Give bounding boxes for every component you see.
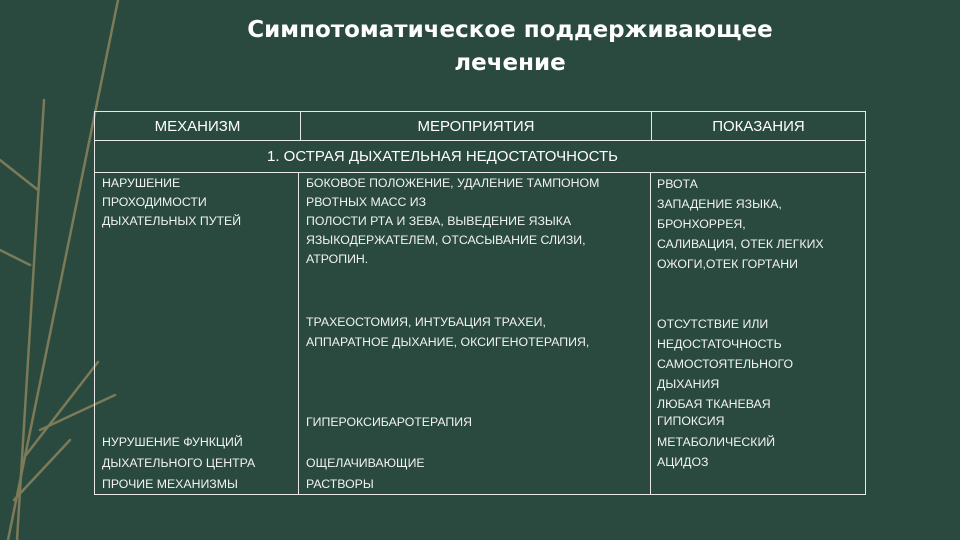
measures-hyperbaric: ГИПЕРОКСИБАРОТЕРАПИЯ — [306, 415, 472, 429]
cell-line: ДЫХАТЕЛЬНЫХ ПУТЕЙ — [102, 214, 242, 228]
cell-line: АЦИДОЗ — [657, 455, 709, 469]
cell-line: ПРОЧИЕ МЕХАНИЗМЫ — [102, 477, 238, 491]
indications-vomiting — [657, 174, 824, 274]
cell-line: ОЖОГИ,ОТЕК ГОРТАНИ — [657, 257, 798, 271]
cell-line: РАСТВОРЫ — [306, 477, 374, 491]
cell-line: РВОТА — [657, 177, 698, 191]
table-divider — [298, 172, 299, 494]
cell-line: ОТСУТСТВИЕ ИЛИ — [657, 317, 769, 331]
cell-line: ДЫХАТЕЛЬНОГО ЦЕНТРА — [102, 456, 256, 470]
cell-line: ОЩЕЛАЧИВАЮЩИЕ — [306, 456, 425, 470]
header-indications: ПОКАЗАНИЯ — [712, 118, 805, 135]
indications-acidosis — [657, 432, 775, 472]
cell-line: БРОНХОРРЕЯ, — [657, 217, 746, 231]
table-divider — [95, 172, 865, 173]
title-line-2: лечение — [454, 50, 566, 76]
mechanism-respiratory-center — [102, 432, 255, 495]
section-title: 1. ОСТРАЯ ДЫХАТЕЛЬНАЯ НЕДОСТАТОЧНОСТЬ — [267, 148, 618, 165]
cell-line: АТРОПИН. — [306, 252, 369, 266]
cell-line: ЛЮБАЯ ТКАНЕВАЯ — [657, 397, 771, 411]
cell-line: РВОТНЫХ МАСС ИЗ — [306, 195, 427, 209]
cell-line: НАРУШЕНИЕ — [102, 176, 181, 190]
mechanism-airway-obstruction — [102, 174, 241, 231]
cell-line: ДЫХАНИЯ — [657, 377, 720, 391]
cell-line: ГИПОКСИЯ — [657, 414, 725, 428]
table-divider — [95, 140, 865, 141]
title-line-1: Симпотоматическое поддерживающее — [247, 17, 773, 43]
header-mechanism: МЕХАНИЗМ — [154, 118, 241, 135]
header-measures: МЕРОПРИЯТИЯ — [417, 118, 535, 135]
indications-no-breathing — [657, 314, 793, 394]
measures-alkaline-solutions — [306, 453, 425, 495]
cell-line: НУРУШЕНИЕ ФУНКЦИЙ — [102, 435, 243, 449]
table-divider — [650, 172, 651, 494]
measures-positioning — [306, 174, 599, 269]
cell-line: ПРОХОДИМОСТИ — [102, 195, 207, 209]
cell-line: НЕДОСТАТОЧНОСТЬ — [657, 337, 782, 351]
cell-line: ТРАХЕОСТОМИЯ, ИНТУБАЦИЯ ТРАХЕИ, — [306, 315, 546, 329]
cell-line: ЗАПАДЕНИЕ ЯЗЫКА, — [657, 197, 782, 211]
slide-title — [200, 14, 820, 80]
treatment-table — [94, 111, 866, 495]
measures-intubation — [306, 312, 589, 352]
cell-line: ЯЗЫКОДЕРЖАТЕЛЕМ, ОТСАСЫВАНИЕ СЛИЗИ, — [306, 233, 586, 247]
cell-line: БОКОВОЕ ПОЛОЖЕНИЕ, УДАЛЕНИЕ ТАМПОНОМ — [306, 176, 600, 190]
cell-line: ПОЛОСТИ РТА И ЗЕВА, ВЫВЕДЕНИЕ ЯЗЫКА — [306, 214, 572, 228]
cell-line: МЕТАБОЛИЧЕСКИЙ — [657, 435, 776, 449]
cell-line: САМОСТОЯТЕЛЬНОГО — [657, 357, 794, 371]
indications-hypoxia — [657, 396, 771, 430]
cell-line: САЛИВАЦИЯ, ОТЕК ЛЕГКИХ — [657, 237, 824, 251]
cell-line: АППАРАТНОЕ ДЫХАНИЕ, ОКСИГЕНОТЕРАПИЯ, — [306, 335, 590, 349]
